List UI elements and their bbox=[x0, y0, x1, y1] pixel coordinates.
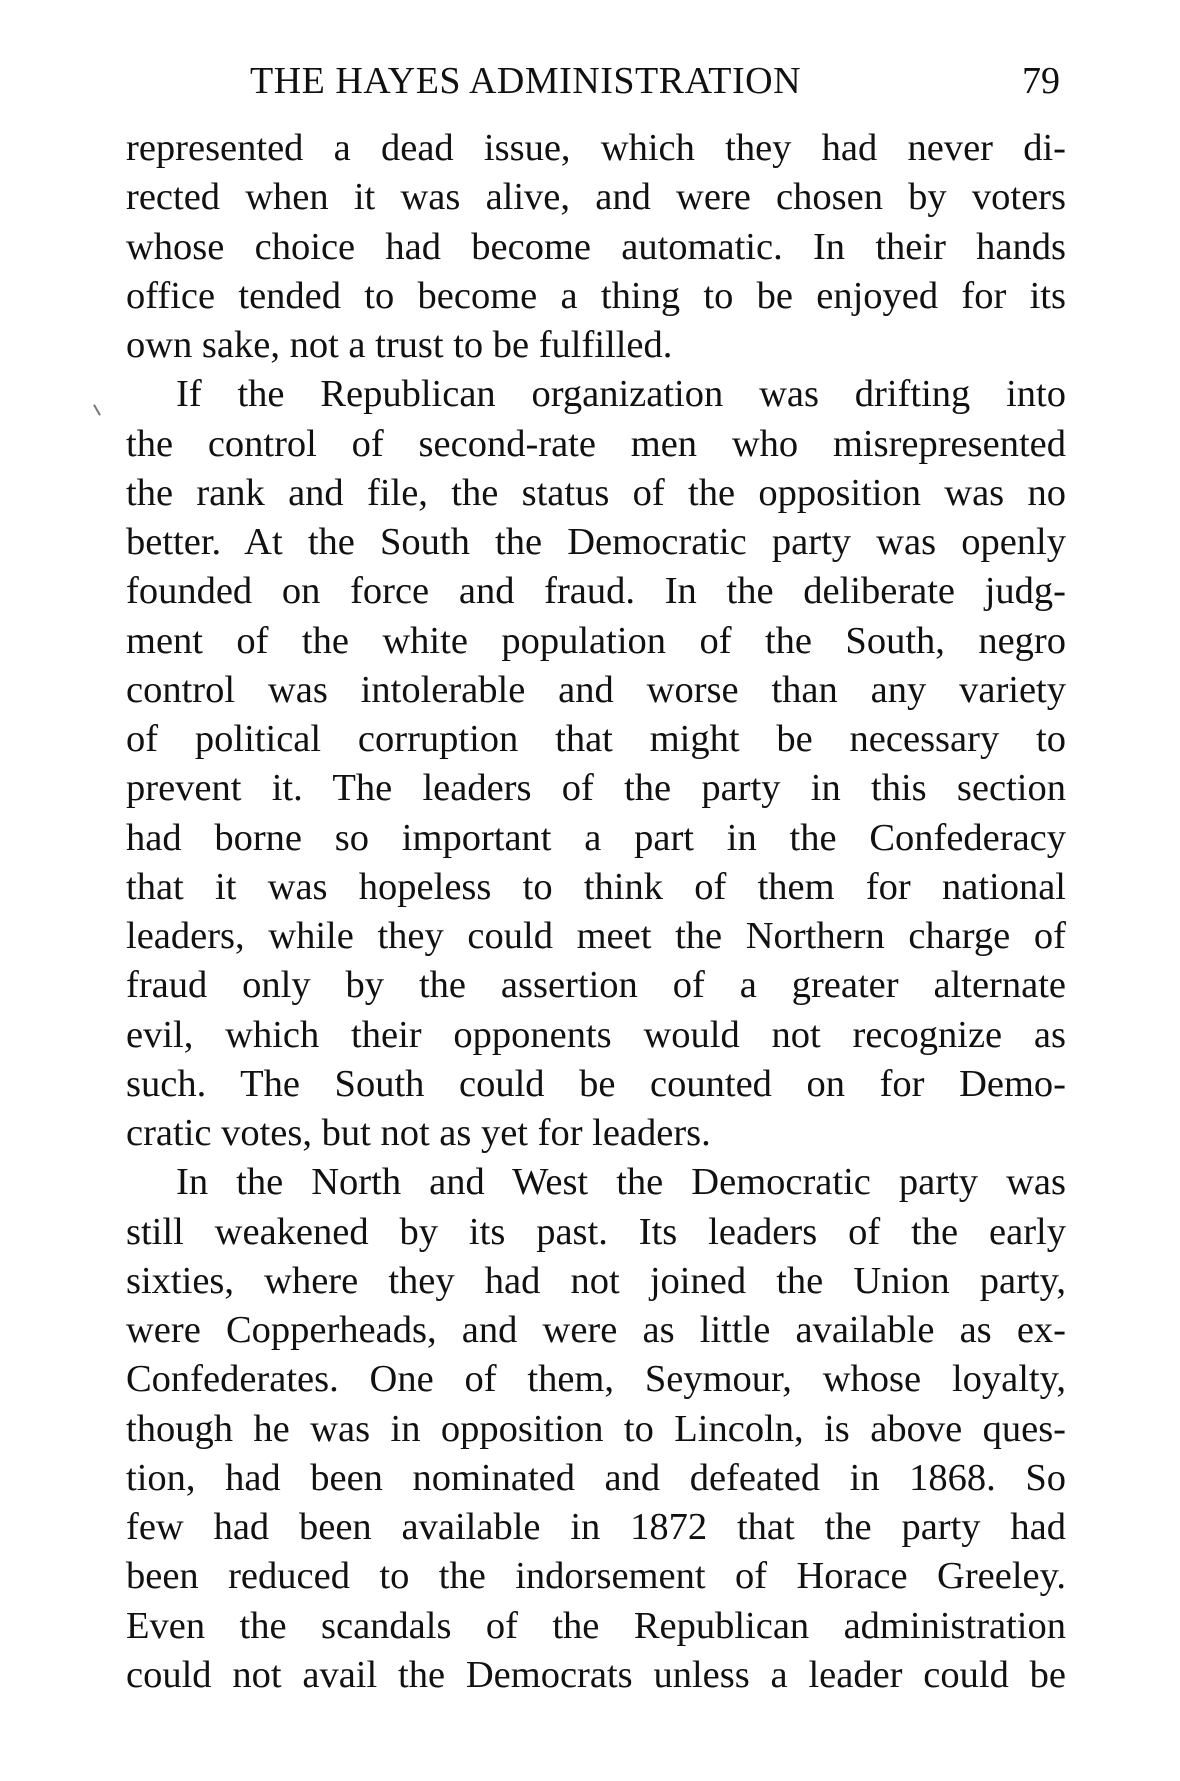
text-line: could not avail the Democrats unless a leader could be bbox=[126, 1653, 1066, 1696]
text-line: better. At the South the Democratic party was openly bbox=[126, 521, 1066, 563]
paragraph-start-line: In the North and West the Democratic party was bbox=[176, 1161, 1066, 1204]
text-line: ment of the white population of the South, negro bbox=[126, 619, 1066, 662]
text-line: rected when it was alive, and were chosen by voters bbox=[126, 176, 1066, 219]
text-line: evil, which their opponents would not recognize as bbox=[126, 1013, 1066, 1056]
text-line: that it was hopeless to think of them for national bbox=[126, 865, 1066, 908]
text-line: the rank and file, the status of the opposition was no bbox=[126, 471, 1066, 514]
text-line: office tended to become a thing to be enjoyed for its bbox=[126, 274, 1066, 317]
running-header bbox=[250, 56, 1070, 106]
text-line: Even the scandals of the Republican administration bbox=[126, 1604, 1066, 1647]
text-line: such. The South could be counted on for Demo- bbox=[126, 1062, 1066, 1105]
text-line: control was intolerable and worse than any variety bbox=[126, 668, 1066, 711]
text-line: were Copperheads, and were as little available as ex- bbox=[126, 1309, 1066, 1351]
body-text bbox=[126, 124, 1066, 1700]
text-line: few had been available in 1872 that the party had bbox=[126, 1506, 1066, 1548]
text-line: prevent it. The leaders of the party in this section bbox=[126, 767, 1066, 810]
text-line: leaders, while they could meet the Northern charge of bbox=[126, 915, 1066, 957]
text-line: still weakened by its past. Its leaders of the early bbox=[126, 1210, 1066, 1253]
text-line: represented a dead issue, which they had never di- bbox=[126, 127, 1066, 169]
text-line: fraud only by the assertion of a greater alternate bbox=[126, 964, 1066, 1007]
text-line: own sake, not a trust to be fulfilled. bbox=[126, 324, 673, 366]
running-title: THE HAYES ADMINISTRATION bbox=[250, 60, 802, 102]
text-line: though he was in opposition to Lincoln, is above ques- bbox=[126, 1407, 1066, 1450]
scan-mark bbox=[93, 404, 101, 415]
text-line: been reduced to the indorsement of Horace Greeley. bbox=[126, 1555, 1066, 1598]
text-line: had borne so important a part in the Confederacy bbox=[126, 816, 1066, 859]
page-number: 79 bbox=[1022, 60, 1060, 102]
text-line: founded on force and fraud. In the deliberate judg- bbox=[126, 570, 1066, 613]
text-line: tion, had been nominated and defeated in 1868. So bbox=[126, 1456, 1066, 1499]
text-line: cratic votes, but not as yet for leaders. bbox=[126, 1112, 711, 1154]
text-line: sixties, where they had not joined the Union party, bbox=[126, 1259, 1066, 1302]
text-line: Confederates. One of them, Seymour, whose loyalty, bbox=[126, 1358, 1066, 1401]
text-line: the control of second-rate men who misrepresented bbox=[126, 422, 1066, 465]
text-line: of political corruption that might be necessary to bbox=[126, 718, 1066, 760]
paragraph-start-line: If the Republican organization was drifting into bbox=[176, 373, 1066, 416]
text-line: whose choice had become automatic. In their hands bbox=[126, 225, 1066, 268]
